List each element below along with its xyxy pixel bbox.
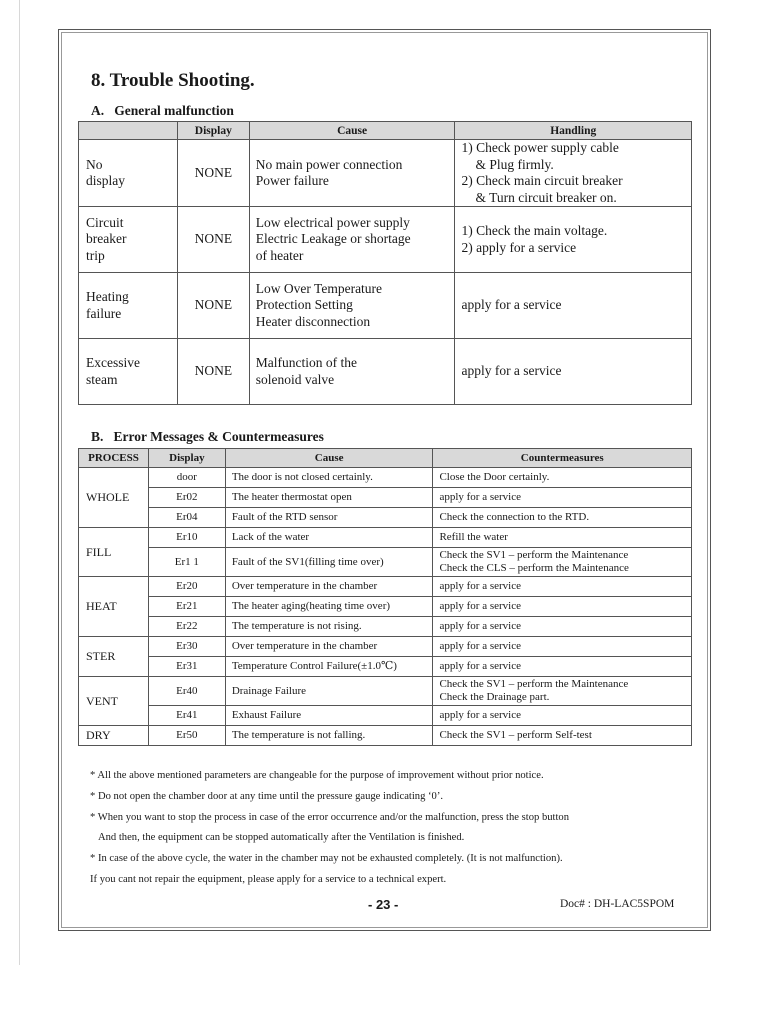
handling-line: & Plug firmly. — [475, 156, 554, 172]
table-row — [79, 637, 692, 657]
table-row — [79, 339, 692, 405]
process-cell: HEAT — [79, 577, 149, 637]
error-cause-cell: Exhaust Failure — [225, 706, 433, 726]
error-code-cell: Er21 — [148, 597, 225, 617]
error-code-cell: door — [148, 468, 225, 488]
handling-line: 1) Check the main voltage. — [461, 223, 608, 238]
countermeasure-cell — [433, 528, 692, 548]
error-cause-cell: Temperature Control Failure(±1.0℃) — [225, 657, 433, 677]
problem-cell — [79, 273, 178, 339]
error-code-cell: Er1 1 — [148, 548, 225, 577]
problem-line: breaker — [86, 231, 127, 247]
display-cell: NONE — [177, 207, 249, 273]
error-cause-cell: Fault of the SV1(filling time over) — [225, 548, 433, 577]
countermeasure-line: apply for a service — [439, 660, 521, 672]
header-cause: Cause — [249, 122, 455, 140]
header-cause: Cause — [225, 449, 433, 468]
process-cell: VENT — [79, 677, 149, 726]
handling-line: 2) apply for a service — [461, 239, 577, 255]
problem-cell — [79, 339, 178, 405]
countermeasure-cell — [433, 488, 692, 508]
error-code-cell: Er04 — [148, 508, 225, 528]
problem-cell — [79, 140, 178, 207]
countermeasure-line: apply for a service — [439, 600, 521, 612]
note-line: * When you want to stop the process in case of the error occurrence and/or the malfunction, press the stop button — [90, 811, 570, 823]
countermeasure-cell — [433, 706, 692, 726]
error-code-cell: Er31 — [148, 657, 225, 677]
problem-line: trip — [86, 247, 105, 263]
cause-line: Low Over Temperature — [255, 280, 383, 296]
error-cause-cell: Fault of the RTD sensor — [225, 508, 433, 528]
process-cell: STER — [79, 637, 149, 677]
error-messages-table — [78, 448, 692, 746]
general-malfunction-table — [78, 121, 692, 405]
display-cell: NONE — [177, 140, 249, 207]
problem-line: Heating — [86, 289, 129, 304]
note-line: * Do not open the chamber door at any time until the pressure gauge indicating ‘0’. — [90, 790, 444, 802]
cause-line: Malfunction of the — [255, 355, 358, 370]
table-row — [79, 488, 692, 508]
table-row — [79, 617, 692, 637]
process-cell: WHOLE — [79, 468, 149, 528]
error-cause-cell: The temperature is not rising. — [225, 617, 433, 637]
note-line: * In case of the above cycle, the water in the chamber may not be exhausted completely. (It is not malfunction). — [90, 853, 563, 865]
table-row — [79, 508, 692, 528]
handling-line: 2) Check main circuit breaker — [461, 173, 623, 188]
table-row — [79, 726, 692, 746]
header-handling: Handling — [455, 122, 692, 140]
countermeasure-line: Check the SV1 – perform the Maintenance — [439, 549, 629, 561]
countermeasure-line: Check the SV1 – perform Self-test — [439, 729, 592, 741]
page-number: - 23 - — [368, 897, 399, 912]
error-code-cell: Er41 — [148, 706, 225, 726]
problem-line: failure — [86, 305, 122, 321]
error-cause-cell: The heater thermostat open — [225, 488, 433, 508]
table-row — [79, 548, 692, 577]
problem-line: display — [86, 173, 125, 188]
countermeasure-line: Refill the water — [439, 531, 508, 543]
error-cause-cell: Drainage Failure — [225, 677, 433, 706]
countermeasure-line: Check the Drainage part. — [439, 691, 550, 703]
header-countermeasures: Countermeasures — [433, 449, 692, 468]
handling-cell — [455, 140, 692, 207]
process-cell: DRY — [79, 726, 149, 746]
table-row — [79, 273, 692, 339]
header-display: Display — [148, 449, 225, 468]
header-display: Display — [177, 122, 249, 140]
process-cell: FILL — [79, 528, 149, 577]
error-code-cell: Er20 — [148, 577, 225, 597]
countermeasure-line: apply for a service — [439, 620, 521, 632]
countermeasure-cell — [433, 617, 692, 637]
problem-line: steam — [86, 371, 118, 387]
problem-line: Excessive — [86, 355, 140, 370]
table-row — [79, 577, 692, 597]
table-row — [79, 597, 692, 617]
countermeasure-line: Close the Door certainly. — [439, 471, 550, 483]
note-line: * All the above mentioned parameters are changeable for the purpose of improvement without prior notice. — [90, 770, 544, 781]
countermeasure-line: apply for a service — [439, 491, 521, 503]
display-cell: NONE — [177, 273, 249, 339]
countermeasure-cell — [433, 597, 692, 617]
countermeasure-cell — [433, 468, 692, 488]
handling-cell — [455, 207, 692, 273]
error-cause-cell: The heater aging(heating time over) — [225, 597, 433, 617]
countermeasure-line: apply for a service — [439, 709, 521, 721]
countermeasure-cell — [433, 637, 692, 657]
table-row — [79, 207, 692, 273]
countermeasure-line: Check the CLS – perform the Maintenance — [439, 562, 629, 574]
problem-line: No — [86, 156, 103, 172]
handling-line: apply for a service — [461, 297, 562, 313]
header-process: PROCESS — [79, 449, 149, 468]
handling-line: 1) Check power supply cable — [461, 140, 619, 155]
cause-line: Electric Leakage or shortage — [255, 231, 411, 247]
handling-cell — [455, 273, 692, 339]
table-row — [79, 657, 692, 677]
note-line: If you cant not repair the equipment, please apply for a service to a technical expert. — [90, 873, 447, 885]
problem-line: Circuit — [86, 214, 124, 230]
error-code-cell: Er50 — [148, 726, 225, 746]
table-header-row — [79, 449, 692, 468]
cause-line: of heater — [255, 247, 304, 263]
problem-cell — [79, 207, 178, 273]
table-row — [79, 140, 692, 207]
cause-line: No main power connection — [255, 156, 403, 172]
countermeasure-cell — [433, 577, 692, 597]
error-cause-cell: The door is not closed certainly. — [225, 468, 433, 488]
cause-line: Protection Setting — [255, 297, 353, 313]
document-number: Doc# : DH-LAC5SPOM — [560, 898, 675, 910]
table-row — [79, 706, 692, 726]
section-title: 8. Trouble Shooting. — [91, 70, 255, 91]
table-row — [79, 528, 692, 548]
error-code-cell: Er30 — [148, 637, 225, 657]
error-code-cell: Er22 — [148, 617, 225, 637]
table-row — [79, 468, 692, 488]
countermeasure-cell — [433, 508, 692, 528]
error-code-cell: Er40 — [148, 677, 225, 706]
error-cause-cell: Lack of the water — [225, 528, 433, 548]
header-problem — [79, 122, 178, 140]
handling-line: & Turn circuit breaker on. — [475, 189, 617, 205]
countermeasure-cell — [433, 548, 692, 577]
countermeasure-cell — [433, 677, 692, 706]
note-line: And then, the equipment can be stopped automatically after the Ventilation is finished. — [90, 832, 465, 844]
error-cause-cell: Over temperature in the chamber — [225, 637, 433, 657]
cause-cell — [249, 273, 455, 339]
countermeasure-cell — [433, 657, 692, 677]
page-edge-line — [19, 0, 20, 965]
cause-line: Low electrical power supply — [255, 214, 410, 230]
table-header-row — [79, 122, 692, 140]
cause-line: Power failure — [255, 173, 329, 188]
countermeasure-line: Check the SV1 – perform the Maintenance — [439, 678, 629, 690]
error-code-cell: Er10 — [148, 528, 225, 548]
countermeasure-line: apply for a service — [439, 640, 521, 652]
handling-line: apply for a service — [461, 363, 562, 379]
cause-line: Heater disconnection — [255, 313, 371, 329]
error-cause-cell: Over temperature in the chamber — [225, 577, 433, 597]
display-cell: NONE — [177, 339, 249, 405]
handling-cell — [455, 339, 692, 405]
countermeasure-line: apply for a service — [439, 580, 521, 592]
countermeasure-line: Check the connection to the RTD. — [439, 511, 590, 523]
cause-cell — [249, 207, 455, 273]
countermeasure-cell — [433, 726, 692, 746]
cause-cell — [249, 339, 455, 405]
general-malfunction-title: A. General malfunction — [91, 103, 234, 118]
error-cause-cell: The temperature is not falling. — [225, 726, 433, 746]
error-messages-title: B. Error Messages & Countermeasures — [91, 429, 324, 444]
cause-line: solenoid valve — [255, 371, 335, 387]
error-code-cell: Er02 — [148, 488, 225, 508]
cause-cell — [249, 140, 455, 207]
notes-block — [90, 766, 700, 891]
table-row — [79, 677, 692, 706]
